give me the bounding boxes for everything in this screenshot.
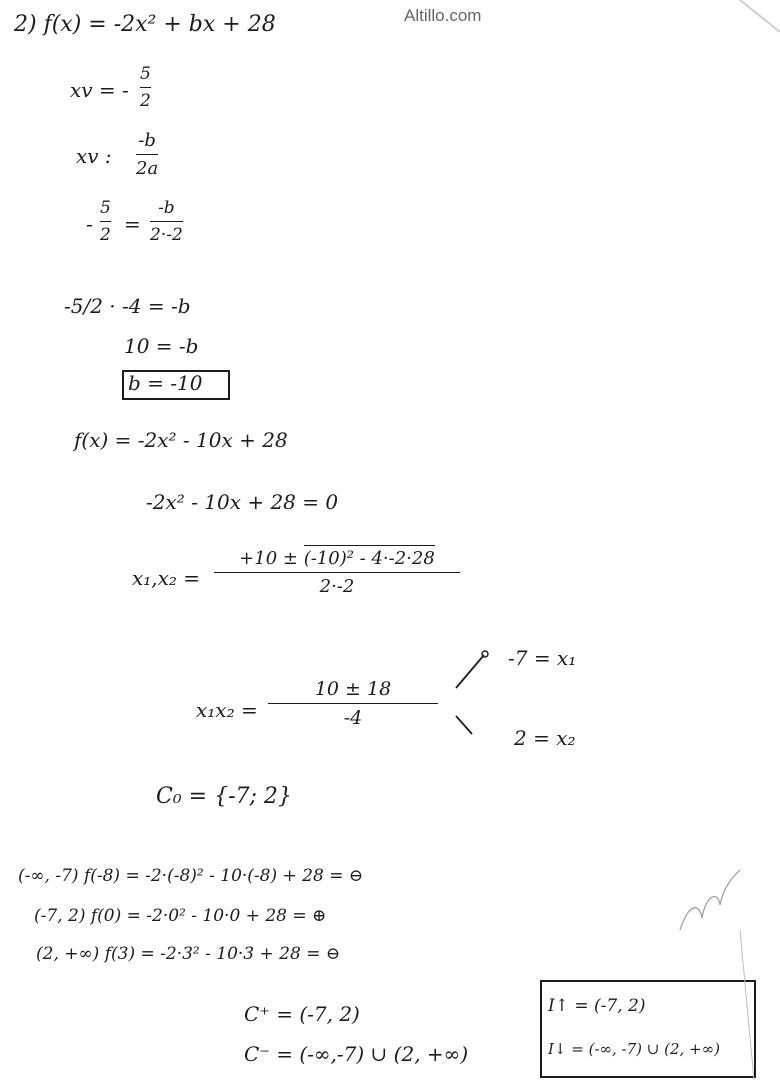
branch-line-upper	[456, 655, 484, 688]
fraction-numerator: 10 ± 18	[314, 678, 392, 700]
fraction-numerator: 5	[100, 198, 111, 218]
decreasing-interval: I↓ = (-∞, -7) ∪ (2, +∞)	[548, 1040, 720, 1058]
fraction-denominator: 2·-2	[319, 576, 355, 597]
square-root: (-10)² - 4·-2·28	[304, 545, 435, 569]
fraction-denominator: -4	[343, 707, 363, 729]
watermark: Altillo.com	[404, 6, 482, 25]
signature-mark	[680, 870, 740, 930]
vertex-x-formula: xv :	[76, 144, 112, 168]
negativity-set: C⁻ = (-∞,-7) ∪ (2, +∞)	[244, 1042, 469, 1066]
vertex-x-given: xv = -	[70, 78, 129, 102]
interval-row-1: (-∞, -7) f(-8) = -2·(-8)² - 10·(-8) + 28 = ⊖	[18, 866, 364, 886]
fraction-numerator: -b	[138, 130, 156, 151]
increasing-interval: I↑ = (-7, 2)	[548, 996, 646, 1016]
page-corner-fold	[740, 0, 780, 32]
solve-step-multiply: -5/2 · -4 = -b	[64, 294, 191, 318]
fraction-denominator: 2	[140, 91, 151, 111]
numerator-prefix: +10 ±	[239, 548, 298, 569]
fraction-denominator: 2	[100, 225, 111, 245]
branch-line-lower	[456, 716, 472, 734]
interval-row-3: (2, +∞) f(3) = -2·3² - 10·3 + 28 = ⊖	[36, 944, 341, 964]
interval-row-2: (-7, 2) f(0) = -2·0² - 10·0 + 28 = ⊕	[34, 906, 327, 926]
roots-label: x₁x₂ =	[196, 698, 258, 722]
fraction-numerator: 5	[140, 64, 151, 84]
branch-node	[482, 651, 488, 657]
problem-function: 2) f(x) = -2x² + bx + 28	[14, 12, 276, 37]
substitution-minus-sign: -	[86, 212, 93, 236]
fraction-numerator: -b	[158, 198, 175, 218]
solve-step-result: 10 = -b	[124, 334, 199, 358]
quadratic-formula-label: x₁,x₂ =	[132, 566, 201, 590]
roots-equation: -2x² - 10x + 28 = 0	[146, 490, 339, 514]
fraction-denominator: 2·-2	[150, 225, 183, 245]
fraction-denominator: 2a	[136, 158, 159, 179]
root-x2: 2 = x₂	[514, 726, 576, 750]
function-with-b: f(x) = -2x² - 10x + 28	[74, 428, 288, 452]
zero-set: C₀ = {-7; 2}	[156, 784, 292, 809]
substitution-equals: =	[124, 212, 141, 236]
margin-line	[740, 930, 754, 1080]
root-x1: -7 = x₁	[508, 646, 577, 670]
positivity-set: C⁺ = (-7, 2)	[244, 1002, 360, 1026]
b-value: b = -10	[128, 371, 203, 395]
